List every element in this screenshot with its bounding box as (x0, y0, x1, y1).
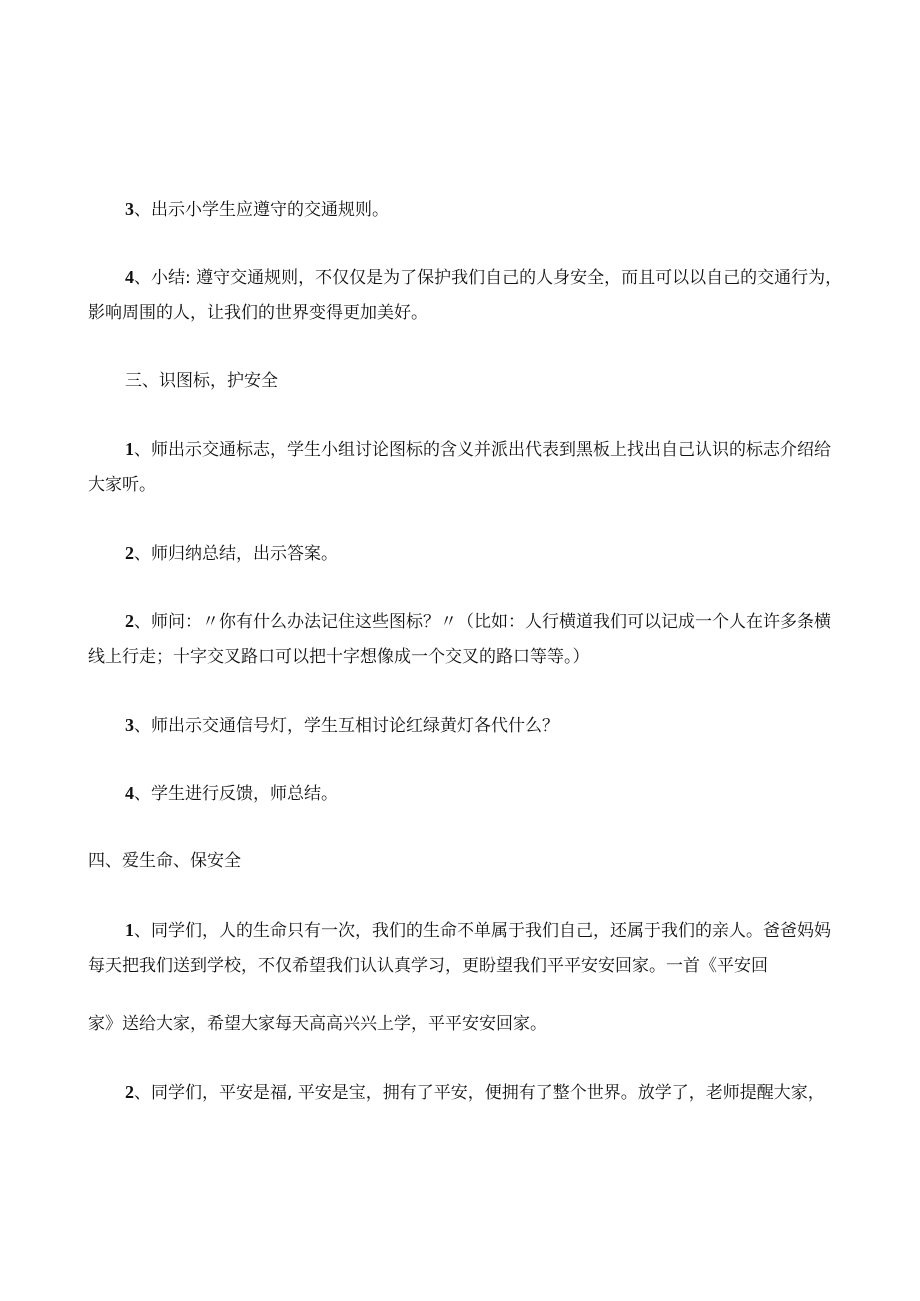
paragraph-3-line-1 (125, 199, 389, 220)
paragraph-11-line-1 (125, 1082, 825, 1103)
item-number: 2 (125, 611, 134, 631)
paragraph-text: 、小结: 遵守交通规则，不仅仅是为了保护我们自己的人身安全，而且可以以自己的交通行为， (134, 268, 843, 288)
item-number: 4 (125, 783, 134, 803)
section-heading-3 (125, 371, 278, 391)
item-number: 2 (125, 543, 134, 563)
item-number: 3 (125, 715, 134, 735)
paragraph-text: 、学生进行反馈，师总结。 (134, 784, 338, 804)
paragraph-text: 、师出示交通标志，学生小组讨论图标的含义并派出代表到黑板上找出自己认识的标志介绍给 (134, 440, 831, 460)
paragraph-5-line-1 (125, 439, 831, 460)
paragraph-text: 、出示小学生应遵守的交通规则。 (134, 200, 389, 220)
paragraph-text: 、师归纳总结，出示答案。 (134, 544, 338, 564)
section-heading-text: 三、识图标，护安全 (125, 371, 278, 391)
paragraph-text: 家》送给大家，希望大家每天高高兴兴上学，平平安安回家。 (88, 1014, 547, 1034)
paragraph-text: 、同学们，人的生命只有一次，我们的生命不单属于我们自己，还属于我们的亲人。爸爸妈妈 (134, 921, 831, 941)
paragraph-5-line-2 (88, 475, 156, 495)
paragraph-text: 线上行走；十字交叉路口可以把十字想像成一个交叉的路口等等。） (88, 647, 590, 667)
paragraph-10-line-1 (125, 920, 831, 941)
paragraph-4-line-1 (125, 267, 842, 288)
paragraph-text: 每天把我们送到学校，不仅希望我们认认真学习，更盼望我们平平安安回家。一首《平安回 (88, 956, 768, 976)
paragraph-7-line-1 (125, 611, 831, 632)
paragraph-10-line-3 (88, 1014, 547, 1034)
paragraph-text: 影响周围的人，让我们的世界变得更加美好。 (88, 303, 428, 323)
paragraph-8-line-1 (125, 715, 559, 736)
paragraph-6-line-1 (125, 543, 338, 564)
section-heading-4 (88, 851, 241, 871)
paragraph-7-line-2 (88, 647, 590, 667)
item-number: 1 (125, 439, 134, 459)
paragraph-4-line-2 (88, 303, 428, 323)
item-number: 2 (125, 1082, 134, 1102)
item-number: 4 (125, 267, 134, 287)
section-heading-text: 四、爱生命、保安全 (88, 851, 241, 871)
paragraph-text: 大家听。 (88, 475, 156, 495)
paragraph-text: 、师问：〃你有什么办法记住这些图标？〃（比如：人行横道我们可以记成一个人在许多条横 (134, 612, 831, 632)
paragraph-text: 、同学们，平安是福, 平安是宝，拥有了平安，便拥有了整个世界。放学了，老师提醒大家， (134, 1083, 825, 1103)
paragraph-9-line-1 (125, 783, 338, 804)
paragraph-text: 、师出示交通信号灯，学生互相讨论红绿黄灯各代什么？ (134, 716, 559, 736)
item-number: 1 (125, 920, 134, 940)
item-number: 3 (125, 199, 134, 219)
paragraph-10-line-2 (88, 956, 768, 976)
